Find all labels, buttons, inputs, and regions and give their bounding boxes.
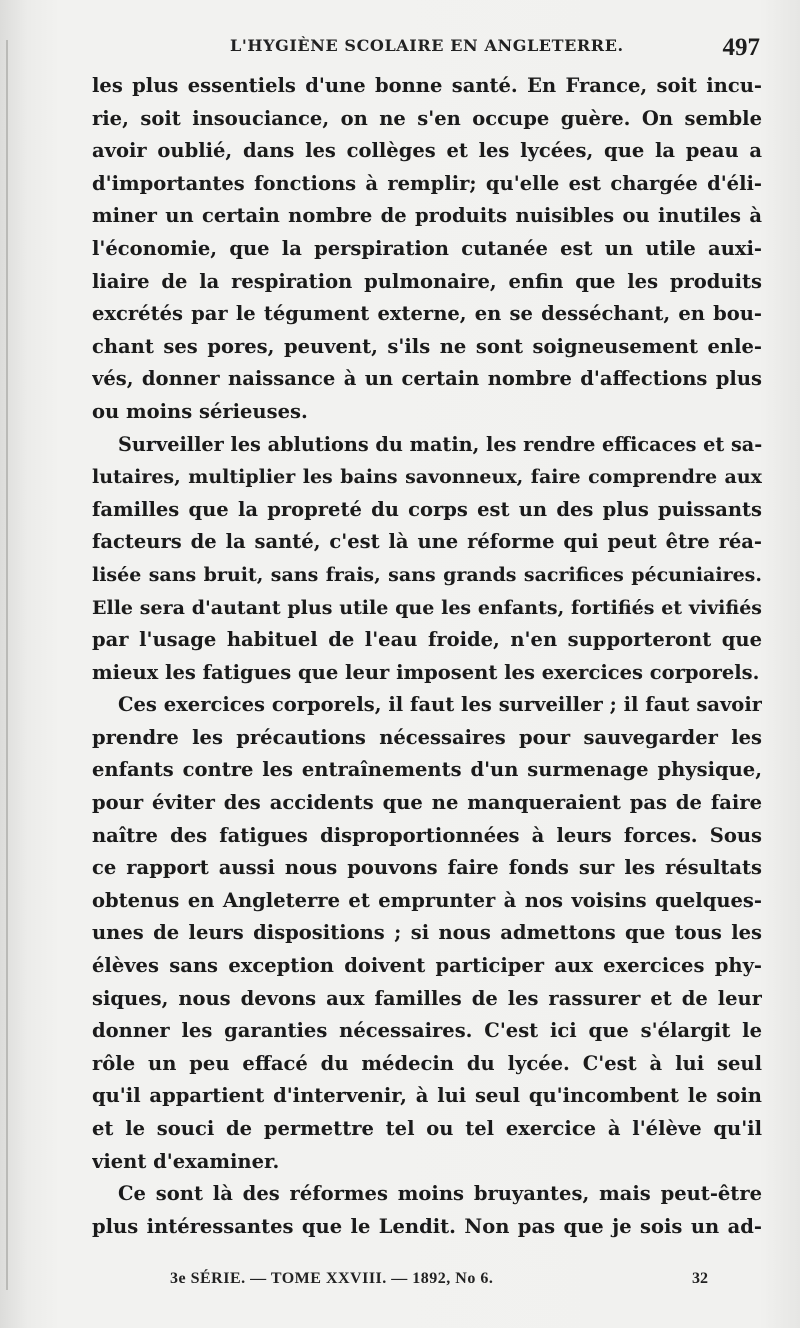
text-line: vient d'examiner. bbox=[92, 1149, 280, 1173]
text-line: unes de leurs dispositions ; si nous admettons que tous les bbox=[92, 921, 762, 945]
running-header bbox=[92, 34, 762, 68]
sheet-number: 32 bbox=[692, 1270, 708, 1287]
text-line: liaire de la respiration pulmonaire, enfin que les produits bbox=[92, 269, 762, 293]
text-line: Surveiller les ablutions du matin, les rendre efficaces et sa- bbox=[118, 432, 762, 456]
text-line: donner les garanties nécessaires. C'est ici que s'élargit le bbox=[92, 1019, 762, 1043]
body-text bbox=[92, 70, 762, 1243]
text-line: rie, soit insouciance, on ne s'en occupe guère. On semble bbox=[92, 106, 762, 130]
text-line: chant ses pores, peuvent, s'ils ne sont soigneusement enle- bbox=[92, 334, 762, 358]
text-line: d'importantes fonctions à remplir; qu'elle est chargée d'éli- bbox=[92, 171, 762, 195]
text-line: obtenus en Angleterre et emprunter à nos voisins quelques- bbox=[92, 888, 762, 912]
text-line: Elle sera d'autant plus utile que les enfants, fortifiés et vivifiés bbox=[92, 596, 762, 619]
text-line: Ces exercices corporels, il faut les surveiller ; il faut savoir bbox=[118, 693, 762, 717]
text-line: qu'il appartient d'intervenir, à lui seul qu'incombent le soin bbox=[92, 1084, 762, 1108]
text-line: prendre les précautions nécessaires pour sauvegarder les bbox=[92, 725, 762, 749]
text-line: miner un certain nombre de produits nuisibles ou inutiles à bbox=[92, 204, 762, 228]
text-line: l'économie, que la perspiration cutanée est un utile auxi- bbox=[92, 236, 762, 260]
text-line: par l'usage habituel de l'eau froide, n'en supporteront que bbox=[92, 628, 762, 652]
text-line: lisée sans bruit, sans frais, sans grands sacrifices pécuniaires. bbox=[92, 563, 762, 586]
text-line: facteurs de la santé, c'est là une réforme qui peut être réa- bbox=[92, 530, 762, 554]
text-line: naître des fatigues disproportionnées à leurs forces. Sous bbox=[92, 823, 762, 847]
text-line: ou moins sérieuses. bbox=[92, 399, 308, 423]
text-line: élèves sans exception doivent participer aux exercices phy- bbox=[92, 954, 762, 978]
page-number: 497 bbox=[722, 34, 760, 61]
text-line: rôle un peu effacé du médecin du lycée. C'est à lui seul bbox=[92, 1051, 762, 1075]
text-line: vés, donner naissance à un certain nombre d'affections plus bbox=[92, 367, 762, 391]
text-line: mieux les fatigues que leur imposent les exercices corporels. bbox=[92, 660, 760, 684]
text-line: enfants contre les entraînements d'un surmenage physique, bbox=[92, 758, 762, 782]
text-line: familles que la propreté du corps est un des plus puissants bbox=[92, 497, 762, 521]
text-line: avoir oublié, dans les collèges et les lycées, que la peau a bbox=[92, 139, 762, 163]
text-line: Ce sont là des réformes moins bruyantes, mais peut-être bbox=[118, 1182, 762, 1206]
text-line: les plus essentiels d'une bonne santé. En France, soit incu- bbox=[92, 74, 762, 97]
text-line: excrétés par le tégument externe, en se desséchant, en bou- bbox=[92, 302, 762, 326]
running-title: L'HYGIÈNE SCOLAIRE EN ANGLETERRE. bbox=[230, 36, 624, 55]
text-line: ce rapport aussi nous pouvons faire fonds sur les résultats bbox=[92, 856, 762, 880]
text-line: plus intéressantes que le Lendit. Non pas que je sois un ad- bbox=[92, 1214, 762, 1238]
binding-edge bbox=[6, 40, 8, 1290]
signature-mark: 3e SÉRIE. — TOME XXVIII. — 1892, No 6. bbox=[170, 1270, 494, 1287]
page-footer bbox=[92, 1266, 760, 1296]
text-line: siques, nous devons aux familles de les rassurer et de leur bbox=[92, 986, 762, 1010]
text-line: et le souci de permettre tel ou tel exercice à l'élève qu'il bbox=[92, 1117, 762, 1140]
text-line: lutaires, multiplier les bains savonneux, faire comprendre aux bbox=[92, 466, 762, 489]
text-line: pour éviter des accidents que ne manqueraient pas de faire bbox=[92, 791, 762, 815]
